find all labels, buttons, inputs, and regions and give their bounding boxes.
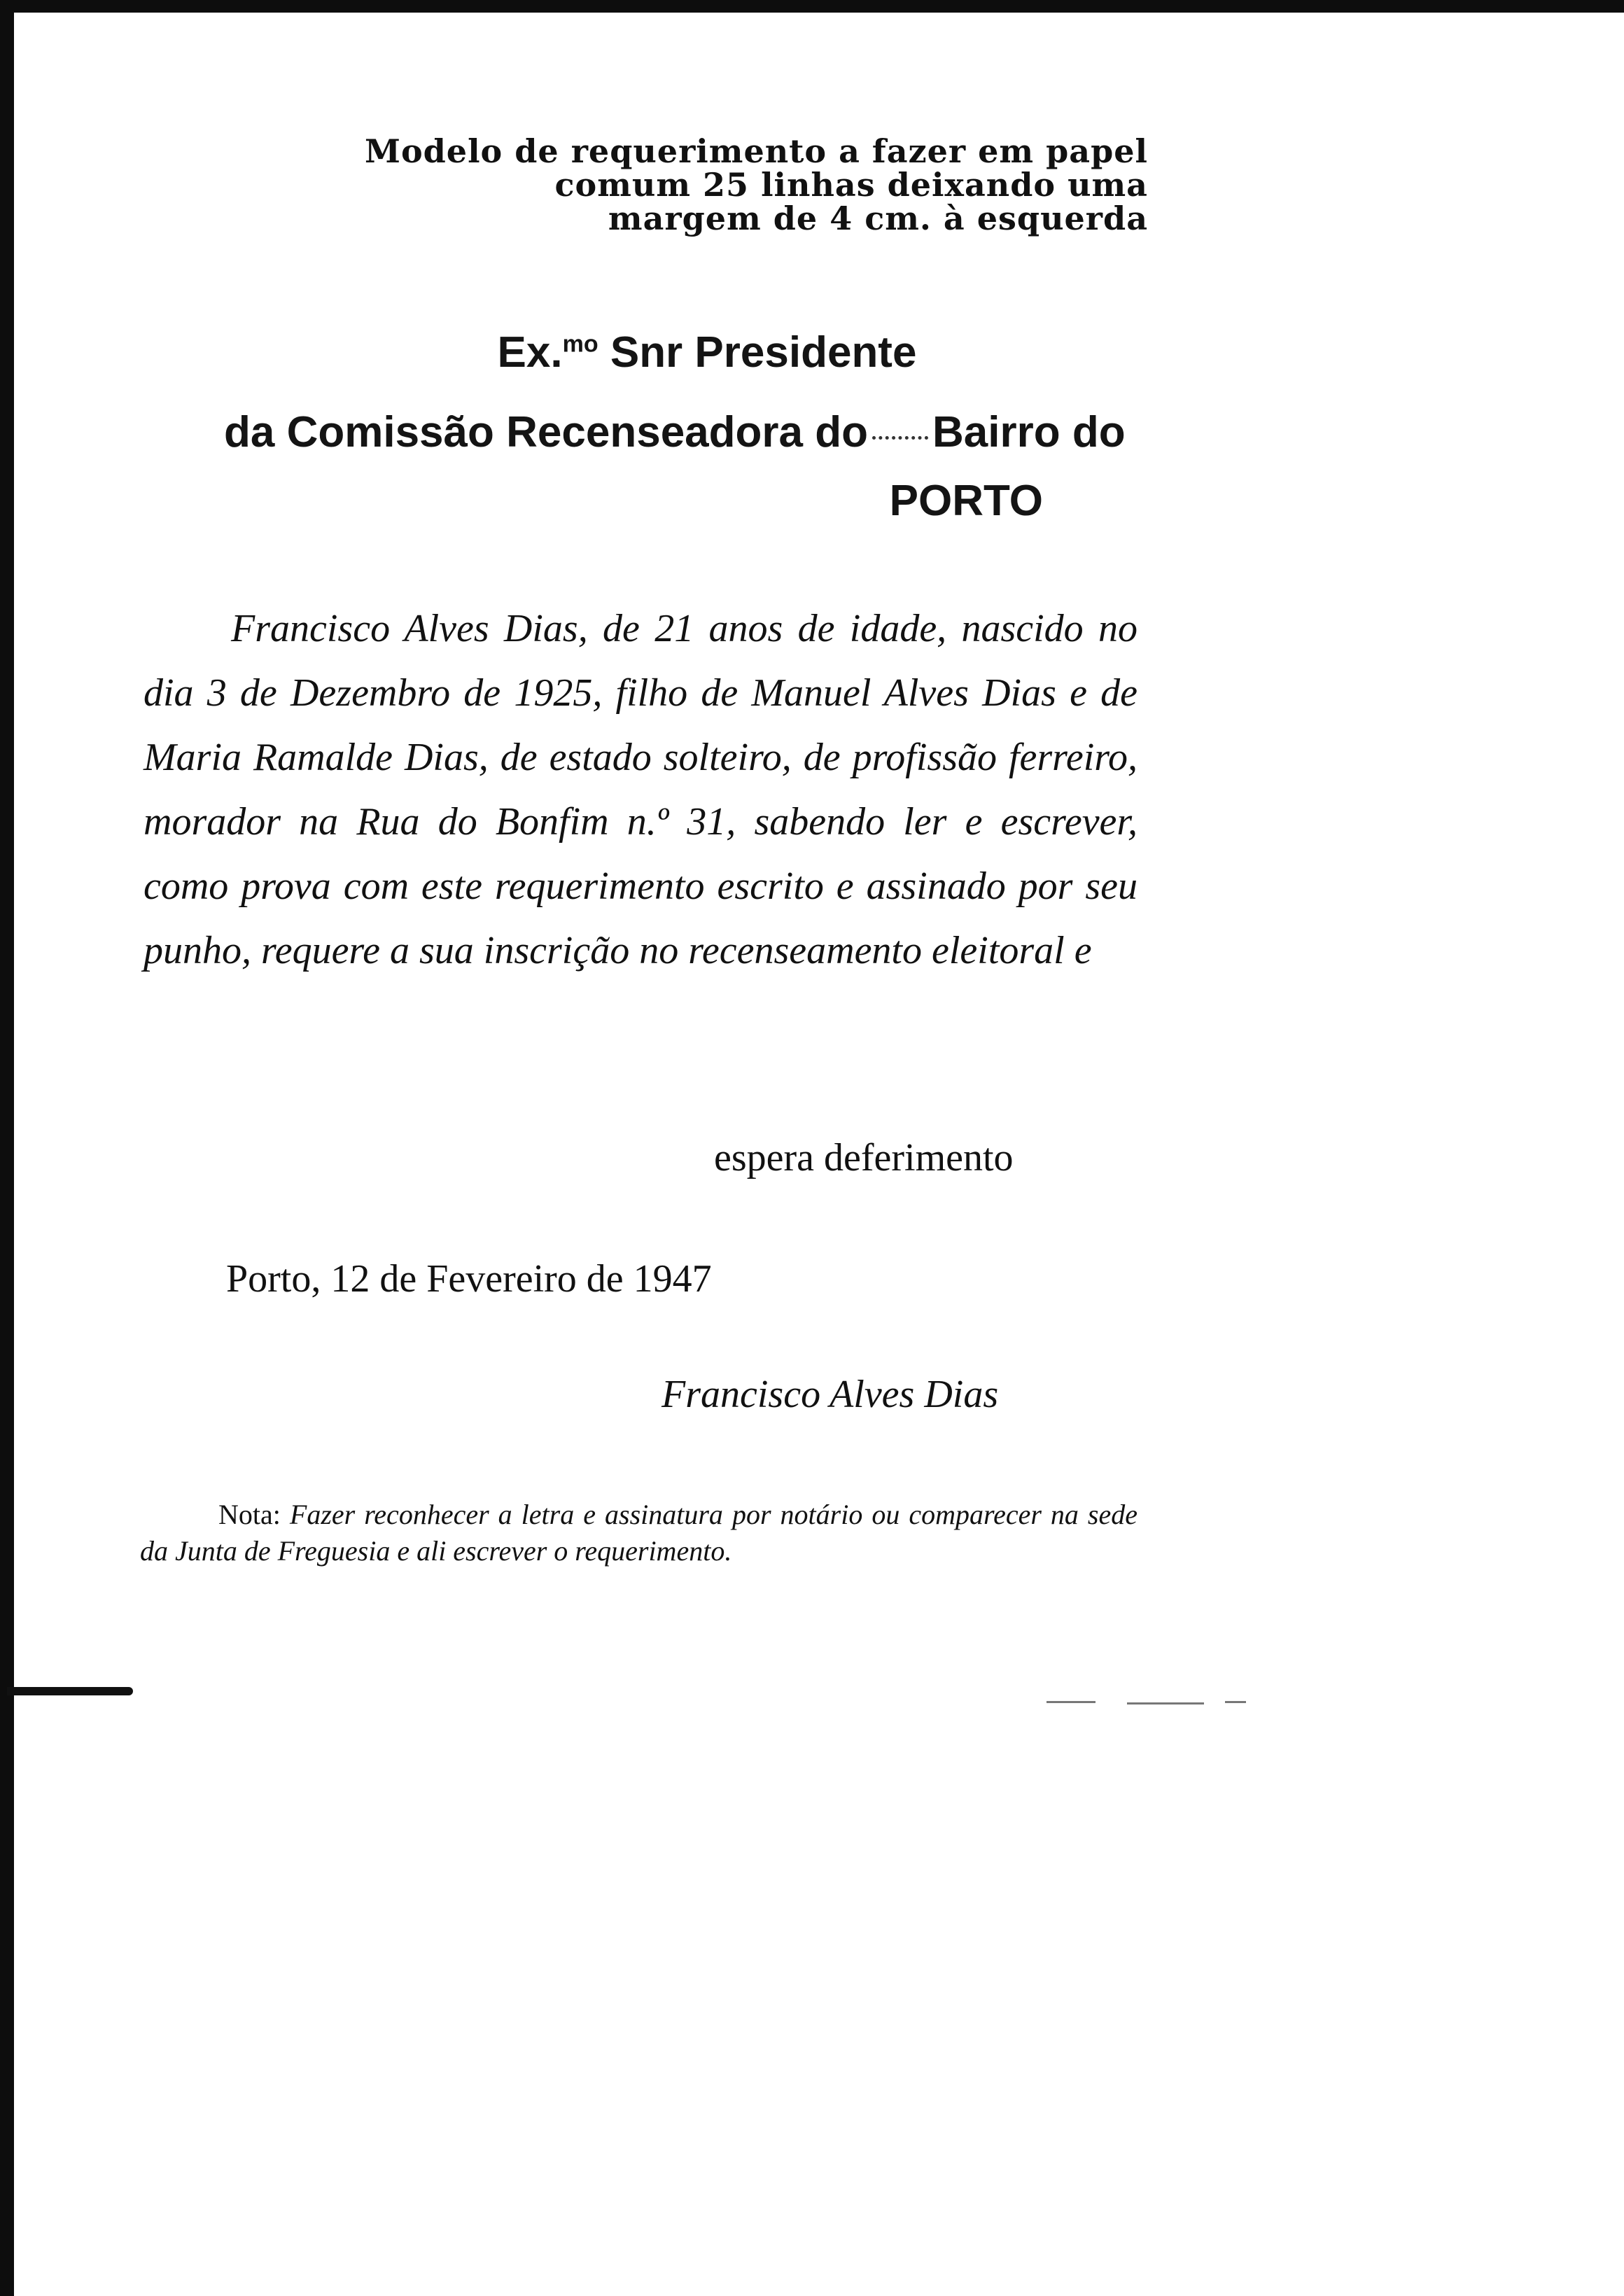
addressee-city: PORTO: [889, 477, 1043, 525]
district-label: Bairro do: [932, 408, 1126, 456]
instruction-line-3: margem de 4 cm. à esquerda: [608, 200, 1148, 237]
footnote-text: Fazer reconhecer a letra e assinatura por notário ou comparecer na sede da Junta de Freguesia e ali escrever o requerimento.: [140, 1499, 1138, 1567]
signature: Francisco Alves Dias: [662, 1373, 999, 1416]
scan-mark: [1127, 1702, 1204, 1704]
addressee-prefix: Ex.: [497, 328, 563, 377]
addressee-president: Snr Presidente: [598, 328, 917, 377]
addressee-commission: [224, 407, 1148, 457]
addressee-superscript: mo: [562, 330, 598, 358]
template-instructions: [259, 134, 1148, 235]
page-top-border: [0, 0, 1624, 13]
scan-mark: [1046, 1701, 1096, 1703]
request-body: Francisco Alves Dias, de 21 anos de idade, nascido no dia 3 de Dezembro de 1925, filho de Manuel Alves Dias e de Maria Ramalde Dias, de estado solteiro, de profissão ferreiro, morador na Rua do Bonfim n.º 31, sabendo ler e escrever, como prova com este requerimento escrito e assinado por seu punho, requere a sua inscrição no recenseamento eleitoral e: [144, 607, 1138, 972]
scan-mark: [1225, 1701, 1246, 1703]
instruction-line-2: comum 25 linhas deixando uma: [554, 166, 1148, 204]
footnote-label: Nota:: [218, 1499, 281, 1530]
page-margin-mark: [7, 1687, 133, 1695]
date-line: Porto, 12 de Fevereiro de 1947: [226, 1257, 712, 1301]
blank-fill-line: [872, 436, 928, 440]
footnote: [140, 1497, 1138, 1569]
closing-phrase: espera deferimento: [714, 1136, 1014, 1180]
commission-label: da Comissão Recenseadora do: [224, 408, 868, 456]
addressee-title: [420, 328, 994, 377]
page-left-border: [0, 0, 14, 2296]
instruction-line-1: Modelo de requerimento a fazer em papel: [365, 132, 1148, 170]
